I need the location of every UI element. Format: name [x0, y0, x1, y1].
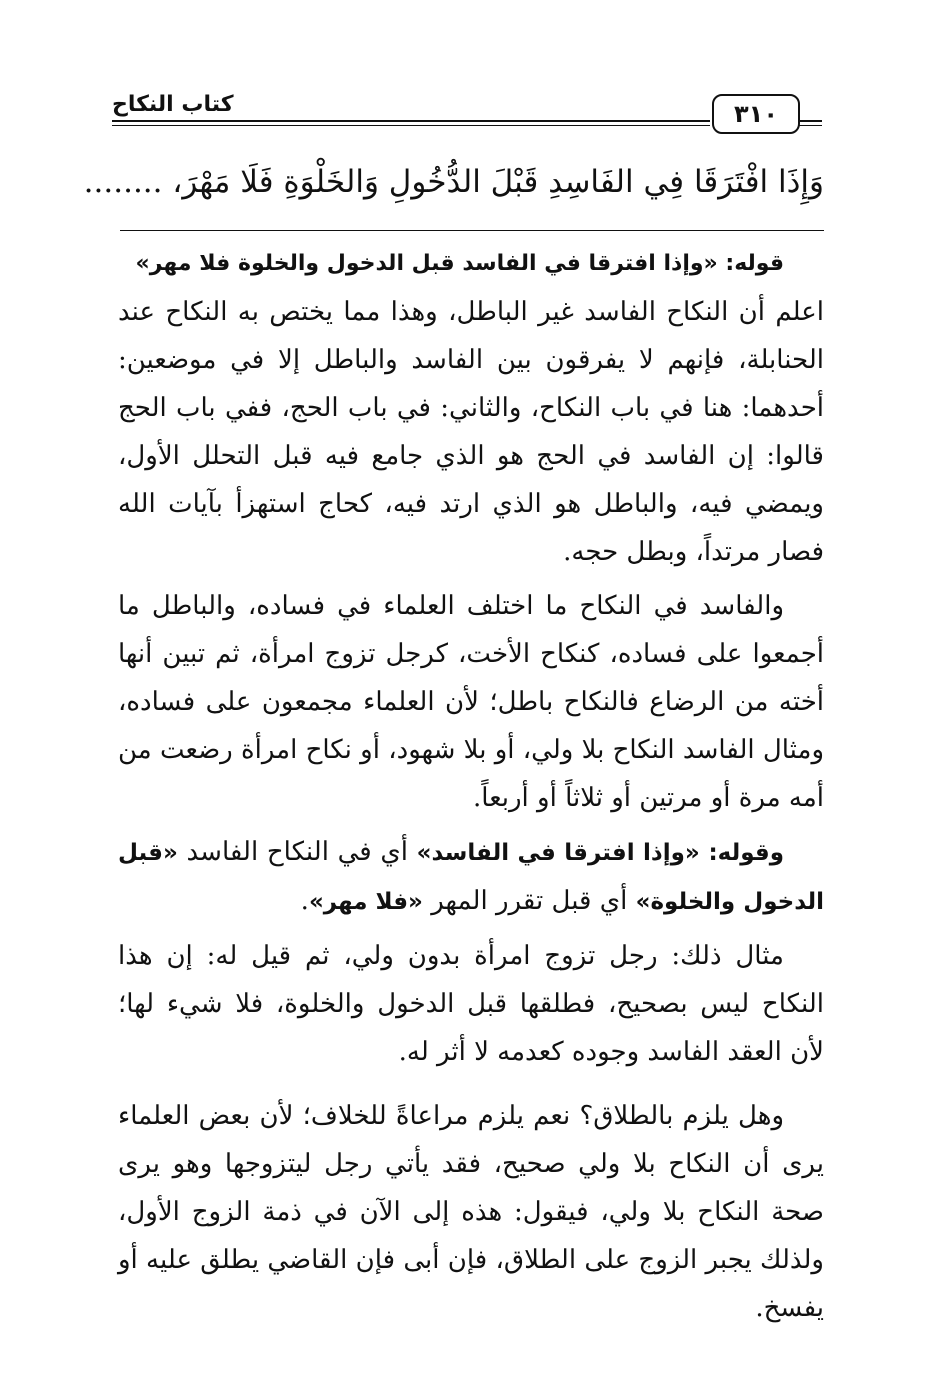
- header-rule: [798, 120, 822, 122]
- paragraph-text: والفاسد في النكاح ما اختلف العلماء في فساده، والباطل ما أجمعوا على فساده، كنكاح الأخت، كرجل تزوج امرأة، ثم تبين أنها أخته من الرضاع فالنكاح باطل؛ لأن العلماء مجمعون على فساده، ومثال الفاسد النكاح بلا ولي، أو بلا شهود، أو نكاح امرأة رضعت من أمه مرة أو مرتين أو ثلاثاً أو أربعاً.: [118, 591, 824, 813]
- running-title: كتاب النكاح: [112, 92, 234, 117]
- quote-label: وقوله:: [708, 840, 785, 866]
- matn-text: وَإِذَا افْتَرَقَا فِي الفَاسِدِ قَبْلَ الدُّخُولِ وَالخَلْوَةِ فَلَا مَهْرَ، ........: [83, 164, 824, 200]
- header-rule: [112, 125, 710, 126]
- quote: «قبل الدخول والخلوة»: [118, 840, 824, 915]
- paragraph-text: وهل يلزم بالطلاق؟ نعم يلزم مراعاةً للخلاف؛ لأن بعض العلماء يرى أن النكاح بلا ولي صحيح، فقد يأتي رجل ليتزوجها وهو يرى صحة النكاح بلا ولي، فيقول: هذه إلى الآن في ذمة الزوج الأول، ولذلك يجبر الزوج على الطلاق، فإن أبى فإن القاضي يطلق عليه أو يفسخ.: [118, 1101, 824, 1323]
- matn-separator: [120, 230, 824, 231]
- page-number: ٣١٠: [712, 94, 800, 134]
- paragraph: [118, 582, 824, 822]
- quote: «فلا مهر»: [308, 889, 423, 915]
- paragraph: اعلم أن النكاح الفاسد غير الباطل، وهذا مما يختص به النكاح عند الحنابلة، فإنهم لا يفرقون بين الفاسد والباطل إلا في موضعين: أحدهما: هنا في باب النكاح، والثاني: في باب الحج، ففي باب الحج قالوا: إن الفاسد في الحج هو الذي جامع فيه قبل التحلل الأول، ويمضي فيه، والباطل هو الذي ارتد فيه، كحاج استهزأ بآيات الله فصار مرتداً، وبطل حجه.: [118, 297, 824, 567]
- commentary: [118, 240, 824, 1332]
- paragraph-text: .: [300, 886, 309, 916]
- quote: «وإذا افترقا في الفاسد»: [416, 840, 700, 866]
- paragraph: [118, 828, 824, 926]
- heading-text: قوله: «وإذا افترقا في الفاسد قبل الدخول والخلوة فلا مهر»: [135, 251, 784, 276]
- paragraph: [118, 932, 824, 1076]
- page-header: [112, 88, 822, 134]
- paragraph-text: مثال ذلك: رجل تزوج امرأة بدون ولي، ثم قيل له: إن هذا النكاح ليس بصحيح، فطلقها قبل الدخول والخلوة، فلا شيء لها؛ لأن العقد الفاسد وجوده كعدمه لا أثر له.: [118, 941, 824, 1067]
- section-heading: [118, 240, 824, 288]
- header-rule: [112, 120, 710, 122]
- header-rule: [798, 125, 822, 126]
- paragraph-text: أي قبل تقرر المهر: [431, 886, 628, 916]
- paragraph-text: أي في النكاح الفاسد: [186, 837, 408, 867]
- paragraph: [118, 1092, 824, 1332]
